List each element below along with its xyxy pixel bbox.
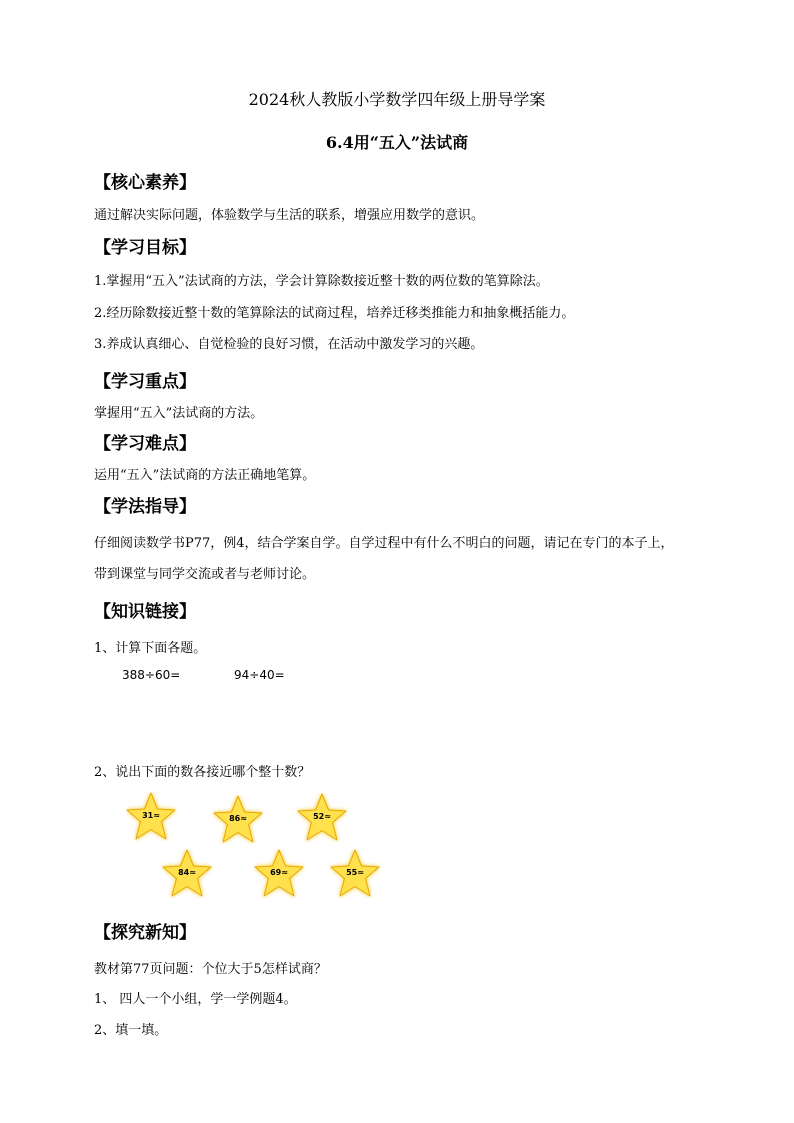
star-label: 55≈ <box>346 868 364 877</box>
explore-line-1: 教材第77页问题：个位大于5怎样试商？ <box>94 962 327 977</box>
core-literacy-text: 通过解决实际问题，体验数学与生活的联系，增强应用数学的意识。 <box>94 208 485 223</box>
core-literacy-heading: 【核心素养】 <box>94 173 196 193</box>
goal-item-2: 2.经历除数接近整十数的笔算除法的试商过程，培养迁移类推能力和抽象概括能力。 <box>94 306 575 321</box>
key-point-text: 掌握用“五入”法试商的方法。 <box>94 406 264 421</box>
expression-2: 94÷40= <box>234 668 285 682</box>
study-method-line-1: 仔细阅读数学书P77，例4，结合学案自学。自学过程中有什么不明白的问题，请记在专门的本子上， <box>94 536 674 551</box>
star-label: 84≈ <box>178 868 196 877</box>
knowledge-link-heading: 【知识链接】 <box>94 602 196 622</box>
star-card <box>329 849 381 899</box>
star-label: 31≈ <box>142 811 160 820</box>
star-label: 52≈ <box>313 812 331 821</box>
expression-1: 388÷60= <box>122 668 181 682</box>
study-method-heading: 【学法指导】 <box>94 497 196 517</box>
star-card <box>212 795 264 845</box>
lesson-title: 6.4用“五入”法试商 <box>325 133 469 152</box>
question-2: 2、说出下面的数各接近哪个整十数？ <box>94 765 311 780</box>
star-card <box>296 793 348 843</box>
study-method-line-2: 带到课堂与同学交流或者与老师讨论。 <box>94 567 316 582</box>
difficulty-text: 运用“五入”法试商的方法正确地笔算。 <box>94 468 316 483</box>
star-label: 69≈ <box>270 868 288 877</box>
learning-goals-heading: 【学习目标】 <box>94 238 196 258</box>
goal-item-1: 1.掌握用“五入”法试商的方法，学会计算除数接近整十数的两位数的笔算除法。 <box>94 274 549 289</box>
document-title: 2024秋人教版小学数学四年级上册导学案 <box>248 90 546 109</box>
difficulty-heading: 【学习难点】 <box>94 434 196 454</box>
star-label: 86≈ <box>229 814 247 823</box>
goal-item-3: 3.养成认真细心、自觉检验的良好习惯，在活动中激发学习的兴趣。 <box>94 337 484 352</box>
explore-line-2: 1、 四人一个小组，学一学例题4。 <box>94 992 297 1007</box>
star-card <box>253 849 305 899</box>
star-card <box>161 849 213 899</box>
question-1: 1、计算下面各题。 <box>94 641 207 656</box>
explore-heading: 【探究新知】 <box>94 923 196 943</box>
key-point-heading: 【学习重点】 <box>94 372 196 392</box>
star-card <box>125 792 177 842</box>
explore-line-3: 2、填一填。 <box>94 1023 168 1038</box>
